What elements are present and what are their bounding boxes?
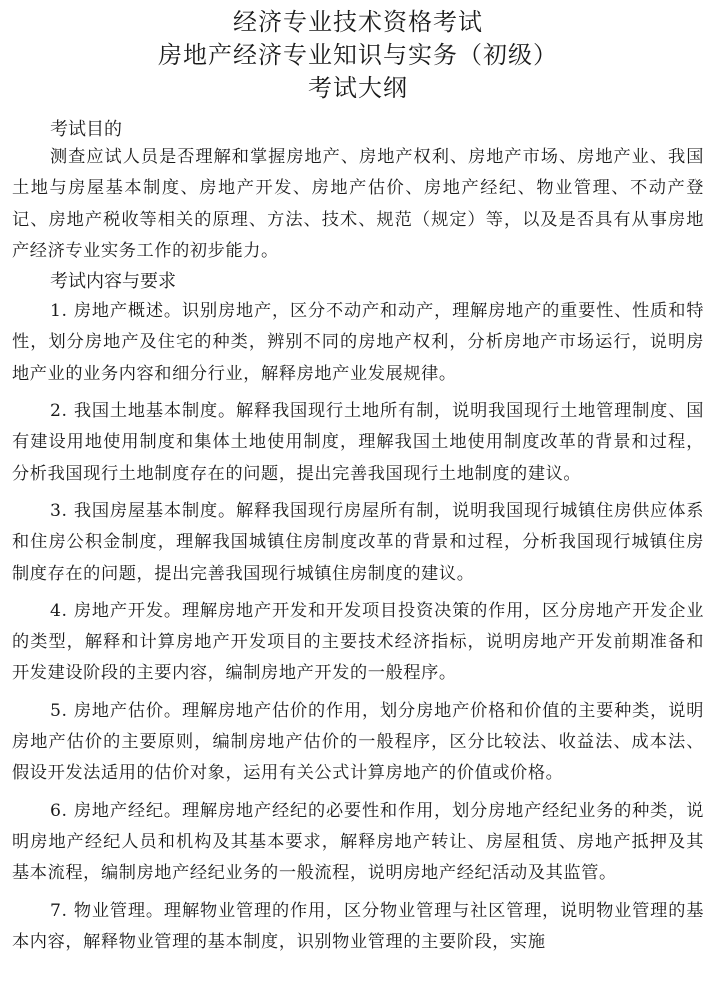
exam-title: 经济专业技术资格考试 bbox=[233, 8, 483, 36]
content-item-text: 2. 我国土地基本制度。解释我国现行土地所有制，说明我国现行土地管理制度、国有建设用地使用制度和集体土地使用制度，理解我国土地使用制度改革的背景和过程，分析我国现行土地制度存在的问题，提出完善我国现行土地制度的建议。 bbox=[12, 401, 704, 484]
document-header bbox=[12, 6, 704, 105]
syllabus-title: 考试大纲 bbox=[308, 74, 408, 102]
section-heading-content: 考试内容与要求 bbox=[50, 271, 176, 293]
content-item-text: 6. 房地产经纪。理解房地产经纪的必要性和作用，划分房地产经纪业务的种类，说明房地产经纪人员和机构及其基本要求，解释房地产转让、房屋租赁、房地产抵押及其基本流程，编制房地产经纪业务的一般流程，说明房地产经纪活动及其监管。 bbox=[12, 800, 704, 884]
content-item-7 bbox=[12, 896, 704, 959]
content-item-2 bbox=[12, 396, 704, 490]
section-heading-purpose: 考试目的 bbox=[50, 119, 122, 140]
content-item-text: 3. 我国房屋基本制度。解释我国现行房屋所有制，说明我国现行城镇住房供应体系和住房公积金制度，理解我国城镇住房制度改革的背景和过程，分析我国现行城镇住房制度存在的问题，提出完善我国现行城镇住房制度的建议。 bbox=[12, 500, 704, 584]
content-item-text: 7. 物业管理。理解物业管理的作用，区分物业管理与社区管理，说明物业管理的基本内容，解释物业管理的基本制度，识别物业管理的主要阶段，实施 bbox=[12, 900, 704, 952]
content-item-text: 5. 房地产估价。理解房地产估价的作用，划分房地产价格和价值的主要种类，说明房地产估价的主要原则，编制房地产估价的一般程序，区分比较法、收益法、成本法、假设开发法适用的估价对象，运用有关公式计算房地产的价值或价格。 bbox=[12, 700, 704, 784]
subject-title: 房地产经济专业知识与实务（初级） bbox=[158, 41, 558, 69]
content-item-4 bbox=[12, 596, 704, 690]
content-item-5 bbox=[12, 696, 704, 790]
content-item-3 bbox=[12, 496, 704, 590]
content-item-6 bbox=[12, 796, 704, 890]
content-item-text: 1. 房地产概述。识别房地产，区分不动产和动产，理解房地产的重要性、性质和特性，划分房地产及住宅的种类，辨别不同的房地产权利，分析房地产市场运行，说明房地产业的业务内容和细分行业，解释房地产业发展规律。 bbox=[12, 301, 704, 384]
purpose-paragraph: 测查应试人员是否理解和掌握房地产、房地产权利、房地产市场、房地产业、我国土地与房屋基本制度、房地产开发、房地产估价、房地产经纪、物业管理、不动产登记、房地产税收等相关的原理、方法、技术、规范（规定）等，以及是否具有从事房地产经济专业实务工作的初步能力。 bbox=[12, 147, 704, 261]
content-item-text: 4. 房地产开发。理解房地产开发和开发项目投资决策的作用，区分房地产开发企业的类型，解释和计算房地产开发项目的主要技术经济指标，说明房地产开发前期准备和开发建设阶段的主要内容，编制房地产开发的一般程序。 bbox=[12, 600, 704, 684]
content-item-1 bbox=[12, 296, 704, 390]
